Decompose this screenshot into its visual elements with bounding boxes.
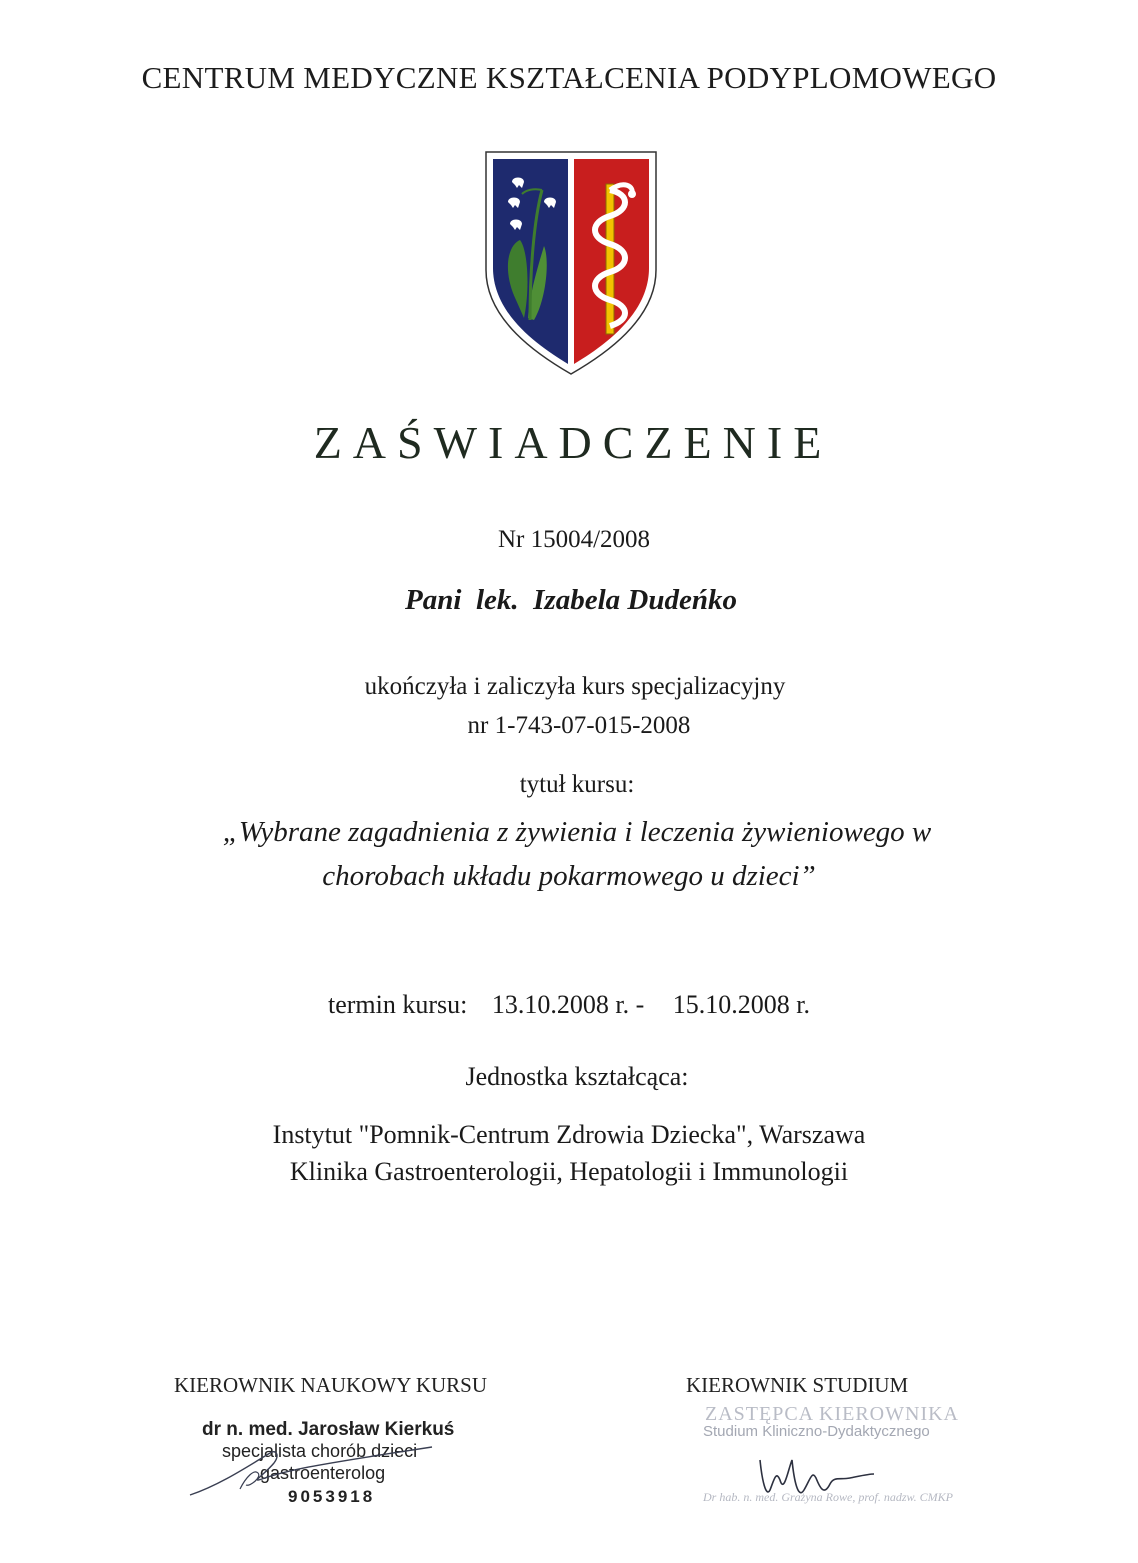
right-handwritten-signature-icon [740,1440,880,1510]
study-director-heading: KIEROWNIK STUDIUM [686,1373,909,1397]
course-start-date: 13.10.2008 r. - [491,990,645,1019]
course-dates [0,990,1138,1020]
right-stamp-department: Studium Kliniczno-Dydaktycznego [703,1423,930,1440]
right-stamp-title: ZASTĘPCA KIEROWNIKA [705,1403,959,1425]
right-stamp-signatory: Dr hab. n. med. Grażyna Rowe, prof. nadzw. CMKP [703,1490,953,1504]
document-title: ZAŚWIADCZENIE [313,417,833,468]
coat-of-arms-icon [484,150,658,376]
course-dates-label: termin kursu: [328,990,468,1019]
completion-statement: ukończyła i zaliczyła kurs specjalizacyjny [364,673,786,700]
certificate-number: Nr 15004/2008 [497,526,651,553]
course-title-label: tytuł kursu: [519,771,635,798]
course-end-date: 15.10.2008 r. [672,990,810,1019]
unit-label: Jednostka kształcąca: [465,1062,689,1091]
left-handwritten-signature-icon [180,1425,440,1515]
left-stamp-subspecialty: gastroenterolog [260,1463,386,1483]
course-title-line-2: chorobach układu pokarmowego u dzieci” [322,860,816,892]
unit-institute: Instytut "Pomnik-Centrum Zdrowia Dziecka", Warszawa [272,1120,866,1149]
course-number: nr 1-743-07-015-2008 [467,712,691,739]
scientific-director-heading: KIEROWNIK NAUKOWY KURSU [174,1373,488,1397]
course-title-line-1: „Wybrane zagadnienia z żywienia i leczenia żywieniowego w [222,816,932,848]
left-stamp-id: 9053918 [288,1487,376,1506]
institution-name: CENTRUM MEDYCZNE KSZTAŁCENIA PODYPLOMOWEGO [141,60,997,95]
unit-clinic: Klinika Gastroenterologii, Hepatologii i Immunologii [289,1157,849,1186]
left-stamp-specialty: specjalista chorób dzieci [222,1441,418,1461]
recipient-name: Pani lek. Izabela Dudeńko [405,584,737,616]
left-stamp-name: dr n. med. Jarosław Kierkuś [202,1419,455,1440]
